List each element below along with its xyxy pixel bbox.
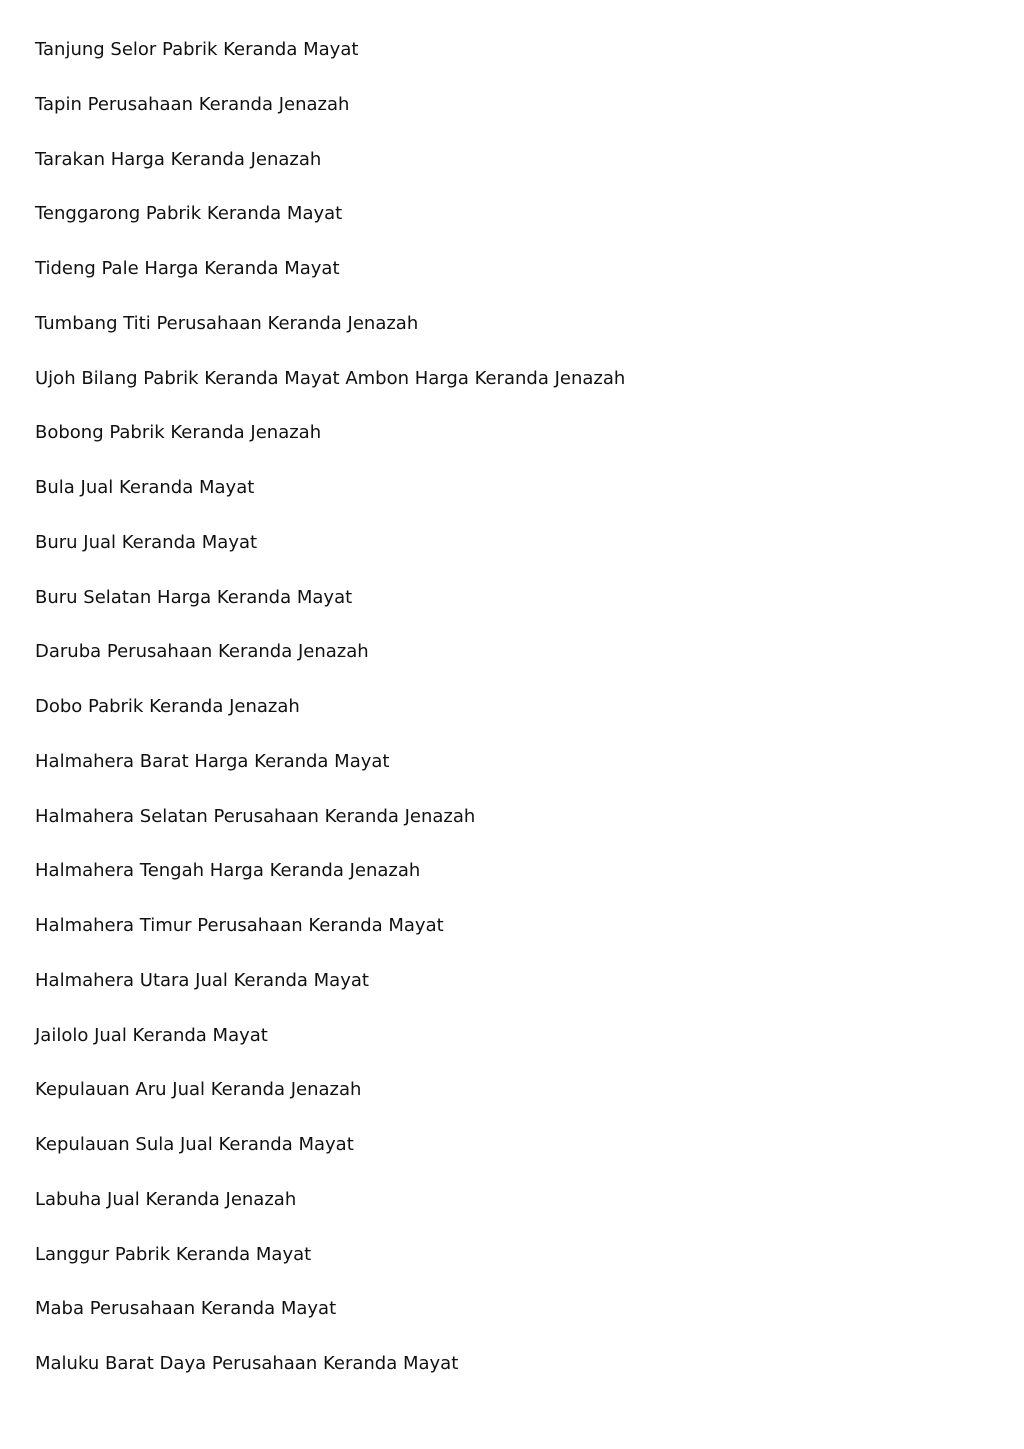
text-line: Maba Perusahaan Keranda Mayat — [35, 1298, 337, 1320]
text-line: Halmahera Barat Harga Keranda Mayat — [35, 750, 390, 772]
text-line: Tarakan Harga Keranda Jenazah — [35, 148, 322, 170]
text-line: Tanjung Selor Pabrik Keranda Mayat — [35, 39, 359, 60]
text-line: Halmahera Selatan Perusahaan Keranda Jenazah — [35, 805, 476, 827]
text-line: Tumbang Titi Perusahaan Keranda Jenazah — [35, 312, 419, 334]
text-line: Tenggarong Pabrik Keranda Mayat — [35, 203, 343, 225]
text-line: Bobong Pabrik Keranda Jenazah — [35, 422, 322, 444]
text-line: Labuha Jual Keranda Jenazah — [35, 1188, 297, 1210]
text-line: Daruba Perusahaan Keranda Jenazah — [35, 641, 369, 663]
text-line: Jailolo Jual Keranda Mayat — [35, 1024, 268, 1046]
document-body — [35, 36, 1004, 1405]
text-line: Halmahera Utara Jual Keranda Mayat — [35, 969, 369, 991]
text-line: Langgur Pabrik Keranda Mayat — [35, 1243, 312, 1265]
text-line: Dobo Pabrik Keranda Jenazah — [35, 696, 300, 717]
text-line: Tideng Pale Harga Keranda Mayat — [35, 258, 340, 279]
text-line: Kepulauan Aru Jual Keranda Jenazah — [35, 1079, 362, 1101]
text-line: Halmahera Tengah Harga Keranda Jenazah — [35, 860, 421, 882]
text-line: Tapin Perusahaan Keranda Jenazah — [35, 93, 350, 115]
text-line: Buru Jual Keranda Mayat — [35, 531, 258, 553]
text-line: Bula Jual Keranda Mayat — [35, 477, 255, 498]
text-line: Halmahera Timur Perusahaan Keranda Mayat — [35, 915, 444, 936]
text-line: Ujoh Bilang Pabrik Keranda Mayat Ambon Harga Keranda Jenazah — [35, 367, 626, 389]
text-line: Buru Selatan Harga Keranda Mayat — [35, 586, 353, 608]
text-line: Maluku Barat Daya Perusahaan Keranda Mayat — [35, 1353, 459, 1374]
text-line: Kepulauan Sula Jual Keranda Mayat — [35, 1134, 354, 1155]
